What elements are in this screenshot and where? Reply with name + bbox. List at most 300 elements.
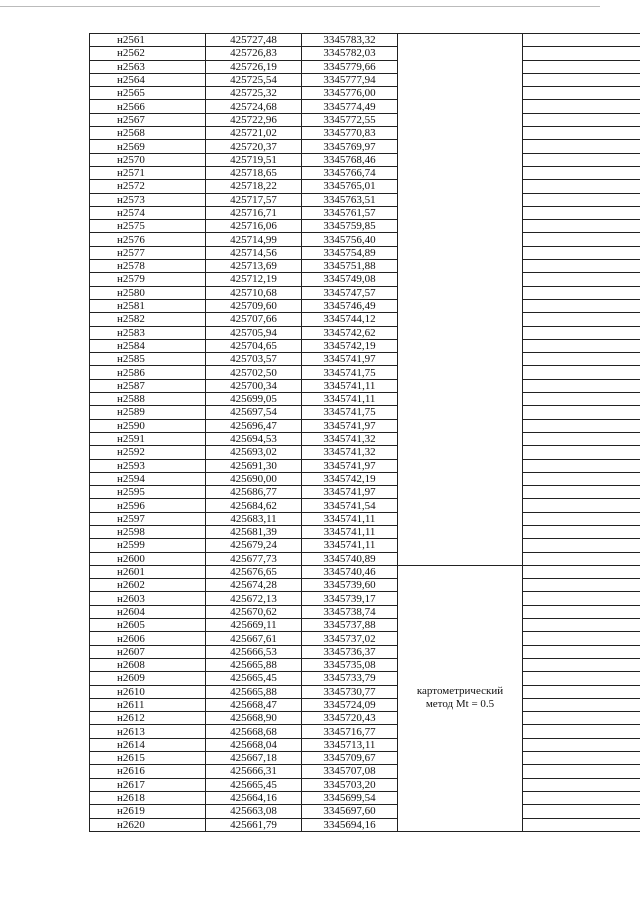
coord-y: 3345739,17 xyxy=(302,592,398,605)
coord-y: 3345759,85 xyxy=(302,220,398,233)
empty-cell xyxy=(523,113,640,126)
point-name: н2570 xyxy=(90,153,206,166)
coord-y: 3345741,75 xyxy=(302,366,398,379)
table-row xyxy=(90,565,640,578)
empty-cell xyxy=(523,805,640,818)
table-row xyxy=(90,60,640,73)
table-row xyxy=(90,140,640,153)
empty-cell xyxy=(523,233,640,246)
table-row xyxy=(90,299,640,312)
coord-x: 425667,18 xyxy=(206,752,302,765)
table-row xyxy=(90,366,640,379)
coord-y: 3345703,20 xyxy=(302,778,398,791)
point-name: н2569 xyxy=(90,140,206,153)
point-name: н2578 xyxy=(90,260,206,273)
coord-x: 425718,22 xyxy=(206,180,302,193)
table-row xyxy=(90,818,640,831)
point-name: н2581 xyxy=(90,299,206,312)
table-row xyxy=(90,632,640,645)
table-row xyxy=(90,206,640,219)
coord-y: 3345741,11 xyxy=(302,379,398,392)
empty-cell xyxy=(523,592,640,605)
empty-cell xyxy=(523,472,640,485)
point-name: н2589 xyxy=(90,406,206,419)
coord-y: 3345707,08 xyxy=(302,765,398,778)
point-name: н2593 xyxy=(90,459,206,472)
coord-x: 425663,08 xyxy=(206,805,302,818)
empty-cell xyxy=(523,60,640,73)
coord-y: 3345733,79 xyxy=(302,672,398,685)
coord-y: 3345724,09 xyxy=(302,698,398,711)
coord-x: 425677,73 xyxy=(206,552,302,565)
coord-x: 425703,57 xyxy=(206,353,302,366)
table-row xyxy=(90,579,640,592)
point-name: н2566 xyxy=(90,100,206,113)
table-row xyxy=(90,805,640,818)
coordinates-table xyxy=(89,33,640,832)
coord-x: 425683,11 xyxy=(206,512,302,525)
coord-x: 425690,00 xyxy=(206,472,302,485)
coord-y: 3345774,49 xyxy=(302,100,398,113)
coord-x: 425714,99 xyxy=(206,233,302,246)
point-name: н2583 xyxy=(90,326,206,339)
empty-cell xyxy=(523,459,640,472)
coord-y: 3345741,11 xyxy=(302,539,398,552)
point-name: н2603 xyxy=(90,592,206,605)
coord-y: 3345738,74 xyxy=(302,605,398,618)
coord-x: 425709,60 xyxy=(206,299,302,312)
table-row xyxy=(90,539,640,552)
coord-y: 3345741,75 xyxy=(302,406,398,419)
table-row xyxy=(90,499,640,512)
coord-x: 425724,68 xyxy=(206,100,302,113)
point-name: н2604 xyxy=(90,605,206,618)
coord-x: 425726,83 xyxy=(206,47,302,60)
empty-cell xyxy=(523,379,640,392)
point-name: н2620 xyxy=(90,818,206,831)
empty-cell xyxy=(523,765,640,778)
coord-y: 3345754,89 xyxy=(302,246,398,259)
coord-x: 425697,54 xyxy=(206,406,302,419)
coord-y: 3345782,03 xyxy=(302,47,398,60)
coord-x: 425719,51 xyxy=(206,153,302,166)
point-name: н2575 xyxy=(90,220,206,233)
coord-x: 425665,45 xyxy=(206,672,302,685)
empty-cell xyxy=(523,698,640,711)
table-row xyxy=(90,592,640,605)
point-name: н2591 xyxy=(90,432,206,445)
empty-cell xyxy=(523,565,640,578)
point-name: н2584 xyxy=(90,339,206,352)
coord-y: 3345709,67 xyxy=(302,752,398,765)
empty-cell xyxy=(523,672,640,685)
coord-y: 3345783,32 xyxy=(302,34,398,47)
coord-y: 3345740,46 xyxy=(302,565,398,578)
coord-y: 3345741,32 xyxy=(302,432,398,445)
coord-x: 425717,57 xyxy=(206,193,302,206)
point-name: н2563 xyxy=(90,60,206,73)
empty-cell xyxy=(523,180,640,193)
table-row xyxy=(90,233,640,246)
coord-y: 3345737,02 xyxy=(302,632,398,645)
table-row xyxy=(90,220,640,233)
coord-x: 425666,53 xyxy=(206,645,302,658)
method-cell xyxy=(398,34,523,566)
coord-y: 3345741,97 xyxy=(302,459,398,472)
coord-y: 3345741,97 xyxy=(302,353,398,366)
coord-x: 425694,53 xyxy=(206,432,302,445)
coord-x: 425712,19 xyxy=(206,273,302,286)
empty-cell xyxy=(523,525,640,538)
empty-cell xyxy=(523,47,640,60)
coord-y: 3345776,00 xyxy=(302,87,398,100)
point-name: н2602 xyxy=(90,579,206,592)
table-row xyxy=(90,180,640,193)
empty-cell xyxy=(523,313,640,326)
point-name: н2609 xyxy=(90,672,206,685)
empty-cell xyxy=(523,818,640,831)
coord-x: 425668,68 xyxy=(206,725,302,738)
point-name: н2561 xyxy=(90,34,206,47)
table-row xyxy=(90,87,640,100)
coord-x: 425710,68 xyxy=(206,286,302,299)
coord-x: 425665,88 xyxy=(206,685,302,698)
point-name: н2567 xyxy=(90,113,206,126)
point-name: н2576 xyxy=(90,233,206,246)
empty-cell xyxy=(523,206,640,219)
coord-x: 425668,04 xyxy=(206,738,302,751)
point-name: н2619 xyxy=(90,805,206,818)
coord-x: 425672,13 xyxy=(206,592,302,605)
coord-y: 3345765,01 xyxy=(302,180,398,193)
empty-cell xyxy=(523,260,640,273)
coord-x: 425691,30 xyxy=(206,459,302,472)
coord-x: 425699,05 xyxy=(206,393,302,406)
coord-y: 3345697,60 xyxy=(302,805,398,818)
table-row xyxy=(90,619,640,632)
point-name: н2597 xyxy=(90,512,206,525)
point-name: н2607 xyxy=(90,645,206,658)
point-name: н2565 xyxy=(90,87,206,100)
table-row xyxy=(90,446,640,459)
table-row xyxy=(90,127,640,140)
empty-cell xyxy=(523,87,640,100)
coord-y: 3345756,40 xyxy=(302,233,398,246)
coord-y: 3345742,19 xyxy=(302,339,398,352)
coord-y: 3345749,08 xyxy=(302,273,398,286)
empty-cell xyxy=(523,658,640,671)
empty-cell xyxy=(523,166,640,179)
coord-y: 3345713,11 xyxy=(302,738,398,751)
coord-x: 425721,02 xyxy=(206,127,302,140)
table-row xyxy=(90,486,640,499)
table-row xyxy=(90,419,640,432)
table-row xyxy=(90,778,640,791)
table-row xyxy=(90,73,640,86)
table-row xyxy=(90,432,640,445)
coord-y: 3345716,77 xyxy=(302,725,398,738)
empty-cell xyxy=(523,339,640,352)
point-name: н2601 xyxy=(90,565,206,578)
empty-cell xyxy=(523,193,640,206)
table-row xyxy=(90,791,640,804)
point-name: н2605 xyxy=(90,619,206,632)
point-name: н2582 xyxy=(90,313,206,326)
table-row xyxy=(90,765,640,778)
coord-y: 3345742,19 xyxy=(302,472,398,485)
table-row xyxy=(90,685,640,698)
coord-x: 425679,24 xyxy=(206,539,302,552)
coord-x: 425725,54 xyxy=(206,73,302,86)
coord-y: 3345741,11 xyxy=(302,525,398,538)
coord-y: 3345746,49 xyxy=(302,299,398,312)
coord-y: 3345699,54 xyxy=(302,791,398,804)
point-name: н2617 xyxy=(90,778,206,791)
empty-cell xyxy=(523,286,640,299)
coord-x: 425693,02 xyxy=(206,446,302,459)
point-name: н2574 xyxy=(90,206,206,219)
empty-cell xyxy=(523,432,640,445)
empty-cell xyxy=(523,752,640,765)
point-name: н2610 xyxy=(90,685,206,698)
table-row xyxy=(90,153,640,166)
empty-cell xyxy=(523,725,640,738)
table-row xyxy=(90,698,640,711)
coord-y: 3345741,97 xyxy=(302,486,398,499)
empty-cell xyxy=(523,393,640,406)
point-name: н2571 xyxy=(90,166,206,179)
coord-y: 3345766,74 xyxy=(302,166,398,179)
empty-cell xyxy=(523,512,640,525)
table-row xyxy=(90,286,640,299)
coord-x: 425725,32 xyxy=(206,87,302,100)
empty-cell xyxy=(523,406,640,419)
coord-y: 3345741,32 xyxy=(302,446,398,459)
coord-x: 425713,69 xyxy=(206,260,302,273)
empty-cell xyxy=(523,127,640,140)
table-row xyxy=(90,406,640,419)
coord-x: 425668,90 xyxy=(206,712,302,725)
empty-cell xyxy=(523,552,640,565)
coord-x: 425661,79 xyxy=(206,818,302,831)
coord-x: 425727,48 xyxy=(206,34,302,47)
table-row xyxy=(90,113,640,126)
coord-y: 3345736,37 xyxy=(302,645,398,658)
coord-y: 3345741,11 xyxy=(302,512,398,525)
coord-y: 3345737,88 xyxy=(302,619,398,632)
table-row xyxy=(90,645,640,658)
empty-cell xyxy=(523,539,640,552)
coord-x: 425722,96 xyxy=(206,113,302,126)
table-row xyxy=(90,379,640,392)
point-name: н2615 xyxy=(90,752,206,765)
table-row xyxy=(90,326,640,339)
coord-x: 425664,16 xyxy=(206,791,302,804)
point-name: н2611 xyxy=(90,698,206,711)
point-name: н2588 xyxy=(90,393,206,406)
coord-y: 3345735,08 xyxy=(302,658,398,671)
empty-cell xyxy=(523,34,640,47)
coord-y: 3345694,16 xyxy=(302,818,398,831)
empty-cell xyxy=(523,605,640,618)
coord-y: 3345741,54 xyxy=(302,499,398,512)
empty-cell xyxy=(523,220,640,233)
point-name: н2568 xyxy=(90,127,206,140)
coord-x: 425674,28 xyxy=(206,579,302,592)
empty-cell xyxy=(523,273,640,286)
coord-x: 425676,65 xyxy=(206,565,302,578)
table-row xyxy=(90,605,640,618)
coord-y: 3345720,43 xyxy=(302,712,398,725)
point-name: н2579 xyxy=(90,273,206,286)
coord-y: 3345777,94 xyxy=(302,73,398,86)
point-name: н2618 xyxy=(90,791,206,804)
coord-x: 425716,71 xyxy=(206,206,302,219)
table-row xyxy=(90,512,640,525)
coord-x: 425668,47 xyxy=(206,698,302,711)
point-name: н2592 xyxy=(90,446,206,459)
point-name: н2613 xyxy=(90,725,206,738)
coord-x: 425665,88 xyxy=(206,658,302,671)
point-name: н2590 xyxy=(90,419,206,432)
point-name: н2614 xyxy=(90,738,206,751)
empty-cell xyxy=(523,712,640,725)
empty-cell xyxy=(523,685,640,698)
coord-x: 425684,62 xyxy=(206,499,302,512)
point-name: н2612 xyxy=(90,712,206,725)
table-row xyxy=(90,166,640,179)
coordinates-sheet xyxy=(89,33,629,891)
empty-cell xyxy=(523,446,640,459)
coord-y: 3345770,83 xyxy=(302,127,398,140)
table-row xyxy=(90,260,640,273)
empty-cell xyxy=(523,299,640,312)
coord-x: 425681,39 xyxy=(206,525,302,538)
point-name: н2594 xyxy=(90,472,206,485)
table-row xyxy=(90,552,640,565)
coord-y: 3345751,88 xyxy=(302,260,398,273)
point-name: н2596 xyxy=(90,499,206,512)
coord-y: 3345761,57 xyxy=(302,206,398,219)
table-row xyxy=(90,472,640,485)
point-name: н2598 xyxy=(90,525,206,538)
coord-x: 425700,34 xyxy=(206,379,302,392)
table-row xyxy=(90,313,640,326)
empty-cell xyxy=(523,486,640,499)
coord-x: 425720,37 xyxy=(206,140,302,153)
point-name: н2586 xyxy=(90,366,206,379)
table-row xyxy=(90,273,640,286)
coord-x: 425665,45 xyxy=(206,778,302,791)
empty-cell xyxy=(523,326,640,339)
table-row xyxy=(90,658,640,671)
table-row xyxy=(90,393,640,406)
coord-x: 425696,47 xyxy=(206,419,302,432)
point-name: н2577 xyxy=(90,246,206,259)
point-name: н2573 xyxy=(90,193,206,206)
coord-x: 425718,65 xyxy=(206,166,302,179)
point-name: н2599 xyxy=(90,539,206,552)
table-row xyxy=(90,725,640,738)
point-name: н2572 xyxy=(90,180,206,193)
coord-x: 425702,50 xyxy=(206,366,302,379)
empty-cell xyxy=(523,499,640,512)
empty-cell xyxy=(523,619,640,632)
coord-x: 425670,62 xyxy=(206,605,302,618)
coord-y: 3345741,11 xyxy=(302,393,398,406)
coord-x: 425704,65 xyxy=(206,339,302,352)
empty-cell xyxy=(523,153,640,166)
empty-cell xyxy=(523,100,640,113)
coord-x: 425669,11 xyxy=(206,619,302,632)
empty-cell xyxy=(523,738,640,751)
coord-y: 3345739,60 xyxy=(302,579,398,592)
coord-y: 3345742,62 xyxy=(302,326,398,339)
coord-y: 3345730,77 xyxy=(302,685,398,698)
coord-y: 3345772,55 xyxy=(302,113,398,126)
table-row xyxy=(90,712,640,725)
point-name: н2616 xyxy=(90,765,206,778)
table-row xyxy=(90,100,640,113)
table-row xyxy=(90,34,640,47)
empty-cell xyxy=(523,353,640,366)
point-name: н2580 xyxy=(90,286,206,299)
point-name: н2562 xyxy=(90,47,206,60)
point-name: н2564 xyxy=(90,73,206,86)
empty-cell xyxy=(523,140,640,153)
empty-cell xyxy=(523,645,640,658)
table-row xyxy=(90,525,640,538)
coord-y: 3345768,46 xyxy=(302,153,398,166)
coord-x: 425666,31 xyxy=(206,765,302,778)
coord-x: 425705,94 xyxy=(206,326,302,339)
method-cell xyxy=(398,565,523,831)
coord-y: 3345763,51 xyxy=(302,193,398,206)
table-row xyxy=(90,47,640,60)
empty-cell xyxy=(523,366,640,379)
empty-cell xyxy=(523,778,640,791)
point-name: н2608 xyxy=(90,658,206,671)
point-name: н2595 xyxy=(90,486,206,499)
coord-y: 3345747,57 xyxy=(302,286,398,299)
empty-cell xyxy=(523,791,640,804)
coord-x: 425707,66 xyxy=(206,313,302,326)
coord-y: 3345779,66 xyxy=(302,60,398,73)
table-row xyxy=(90,672,640,685)
table-row xyxy=(90,353,640,366)
empty-cell xyxy=(523,632,640,645)
coord-y: 3345740,89 xyxy=(302,552,398,565)
empty-cell xyxy=(523,73,640,86)
table-row xyxy=(90,752,640,765)
coord-y: 3345769,97 xyxy=(302,140,398,153)
table-row xyxy=(90,193,640,206)
empty-cell xyxy=(523,419,640,432)
point-name: н2606 xyxy=(90,632,206,645)
coord-x: 425714,56 xyxy=(206,246,302,259)
table-row xyxy=(90,246,640,259)
coord-x: 425667,61 xyxy=(206,632,302,645)
point-name: н2587 xyxy=(90,379,206,392)
scan-artifact-line xyxy=(0,6,600,7)
coord-y: 3345744,12 xyxy=(302,313,398,326)
point-name: н2600 xyxy=(90,552,206,565)
empty-cell xyxy=(523,246,640,259)
method-label: картометрический метод Mt = 0.5 xyxy=(416,685,504,711)
table-row xyxy=(90,459,640,472)
point-name: н2585 xyxy=(90,353,206,366)
coord-x: 425726,19 xyxy=(206,60,302,73)
